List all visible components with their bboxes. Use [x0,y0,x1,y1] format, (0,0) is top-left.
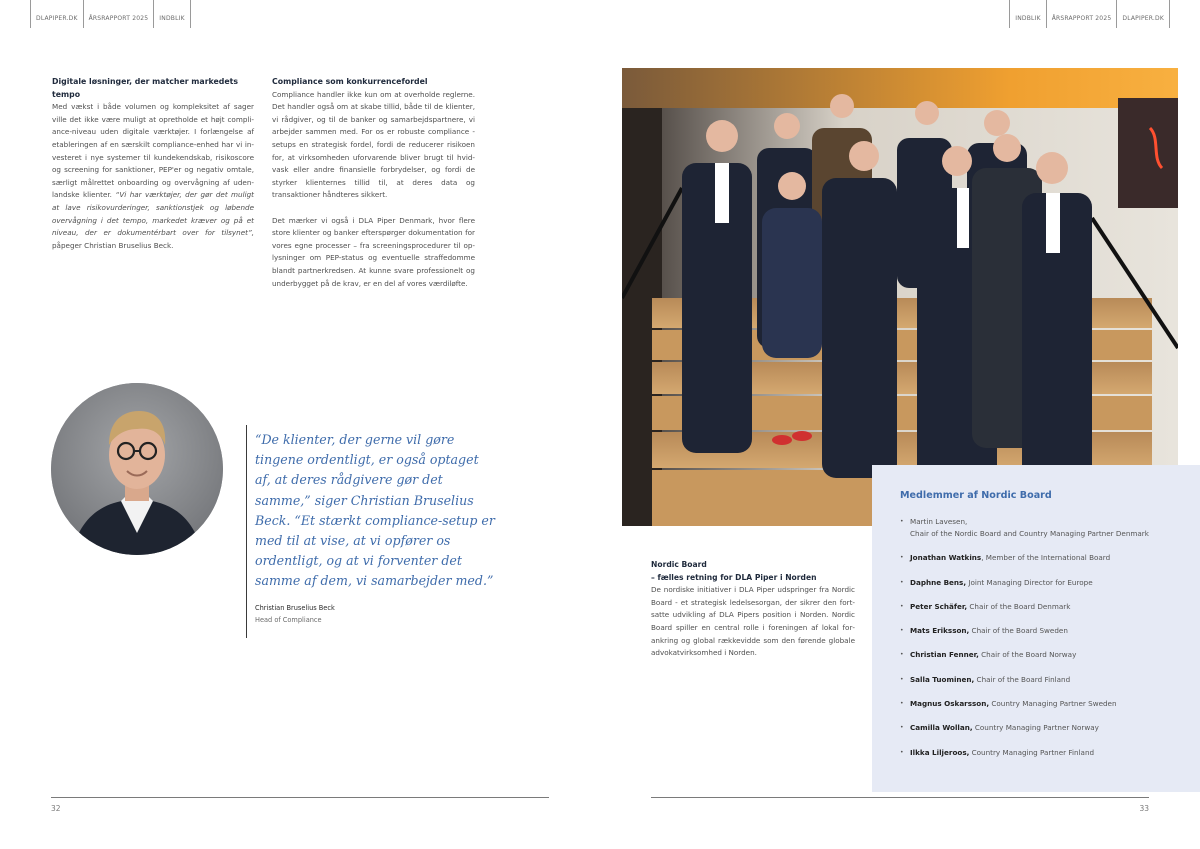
member-item [900,722,1190,734]
column-compliance-advantage [272,76,475,303]
page-number-left: 32 [51,804,61,813]
member-name: Camilla Wollan, [910,723,973,733]
header-right-section: INDBLIK [1009,0,1046,28]
member-name: Martin Lavesen, [910,517,968,526]
member-role: Chair of the Board Finland [974,674,1071,684]
portrait-photo [51,383,223,555]
paragraph-compliance-1: Compliance handler ikke kun om at overholde reglerne. Det handler også om at skabe tillid, både til de klienter, vi rådgiver, og til de banker og samarbejdspartnere, vi arbejder sammen med. For os er robuste compliance -setups en strategisk fordel, fordi de reducerer risikoen for, at virksomheden uforvarende bliver brugt til hvidvask eller andre finansielle forbrydelser, og fordi de styrker klienternes tillid til, at deres data og transaktioner håndteres sikkert. [272,89,475,200]
header-left-report: ÅRSRAPPORT 2025 [84,0,155,28]
member-role: Country Managing Partner Finland [969,747,1095,757]
paragraph-compliance-2: Det mærker vi også i DLA Piper Denmark, hvor flere store klienter og banker efterspørger dokumentation for vores egne processer – fra screeningsprocedurer til oplysninger om PEP-status og eventuelle straffedomme blandt partnerkredsen. At kunne svare professionelt og underbygget på de krav, er en del af vores værdiløfte. [272,215,475,288]
group-photo-illustration [622,68,1178,526]
member-item [900,552,1190,564]
member-role: Chair of the Board Denmark [967,601,1071,611]
header-right-site[interactable]: DLAPIPER.DK [1117,0,1170,28]
member-name: Mats Eriksson, [910,626,970,636]
member-name: Salla Tuominen, [910,674,975,684]
header-left-section: INDBLIK [154,0,190,28]
member-role: Country Managing Partner Norway [972,723,1099,733]
member-item [900,625,1190,637]
nordic-board-title: Nordic Board [651,560,707,569]
footer-rule-left [51,797,549,798]
member-role: Chair of the Nordic Board and Country Managing Partner Denmark [910,529,1149,538]
member-item [900,698,1190,710]
group-photo [622,68,1178,526]
paragraph-digital-solutions [52,101,254,252]
page-number-right: 33 [1139,804,1149,813]
member-name: Ilkka Liljeroos, [910,747,970,757]
member-name: Christian Fenner, [910,650,979,660]
member-role: Joint Managing Director for Europe [966,577,1093,587]
member-item [900,674,1190,686]
header-right-report: ÅRSRAPPORT 2025 [1047,0,1118,28]
portrait-illustration [51,383,223,555]
body-text: Med vækst i både volumen og kompleksitet af sager ville det ikke være muligt at opretholde et højt compliance-niveau uden digitale værktøjer. I forlængelse af etableringen af en særskilt compliance-enhed har vi investeret i nye systemer til kundekendskab, risikoscore og screening for sanktioner, PEP'er og negativ omtale, særligt målrettet onboarding og overvågning af udenlandske klienter. [52,102,254,200]
member-name: Magnus Oskarsson, [910,699,990,709]
member-name: Jonathan Watkins [910,553,982,563]
member-role: Country Managing Partner Sweden [989,699,1117,709]
member-item [900,516,1190,540]
quote-author-role: Head of Compliance [255,616,322,624]
header-right [1009,0,1170,28]
column-digital-solutions [52,76,254,265]
member-item [900,649,1190,661]
member-role: , Member of the International Board [981,553,1111,563]
nordic-board-subtitle: – fælles retning for DLA Piper i Norden [651,572,817,582]
heading-digital-solutions: Digitale løsninger, der matcher markedets tempo [52,77,239,99]
members-title: Medlemmer af Nordic Board [900,490,1052,501]
quote-divider [246,425,247,638]
member-item [900,747,1190,759]
heading-compliance-advantage: Compliance som konkurrencefordel [272,77,428,86]
member-name: Daphne Bens, [910,577,967,587]
member-role: Chair of the Board Sweden [969,626,1068,636]
footer-rule-right [651,797,1149,798]
pull-quote: “De klienter, der gerne vil gøre tingene ordentligt, er også optaget af, at deres rådgivere gør det samme,” siger Christian Bruselius Beck. “Et stærkt compliance-setup er med til at vise, at vi opfører os ordentligt, og at vi forventer det samme af dem, vi samarbejder med.” [255,432,495,589]
nordic-board-body: De nordiske initiativer i DLA Piper udspringer fra Nordic Board - et strategisk ledelsesorgan, der sikrer den fortsatte udvikling af DLA Pipers position i Norden. Nordic Board spiller en central rolle i foreningen af lokal forankring og global rækkevidde som den førende globale advokatvirksomhed i Norden. [651,585,855,658]
header-left-site[interactable]: DLAPIPER.DK [30,0,84,28]
header-left [30,0,191,28]
member-role: Chair of the Board Norway [978,650,1077,660]
inline-quote: “Vi har værktøjer, der gør det muligt at lave risikovurderinger, sanktionstjek og løbende overvågning i det tempo, markedet kræver og på et niveau, der er dokumentérbart over for tilsynet”, [52,190,254,238]
quote-author-name: Christian Bruselius Beck [255,604,335,612]
nordic-board-section [651,559,855,660]
member-item [900,601,1190,613]
member-name: Peter Schäfer, [910,601,968,611]
member-item [900,577,1190,589]
members-list [900,516,1190,771]
body-text-end: påpeger Christian Bruselius Beck. [52,240,174,250]
